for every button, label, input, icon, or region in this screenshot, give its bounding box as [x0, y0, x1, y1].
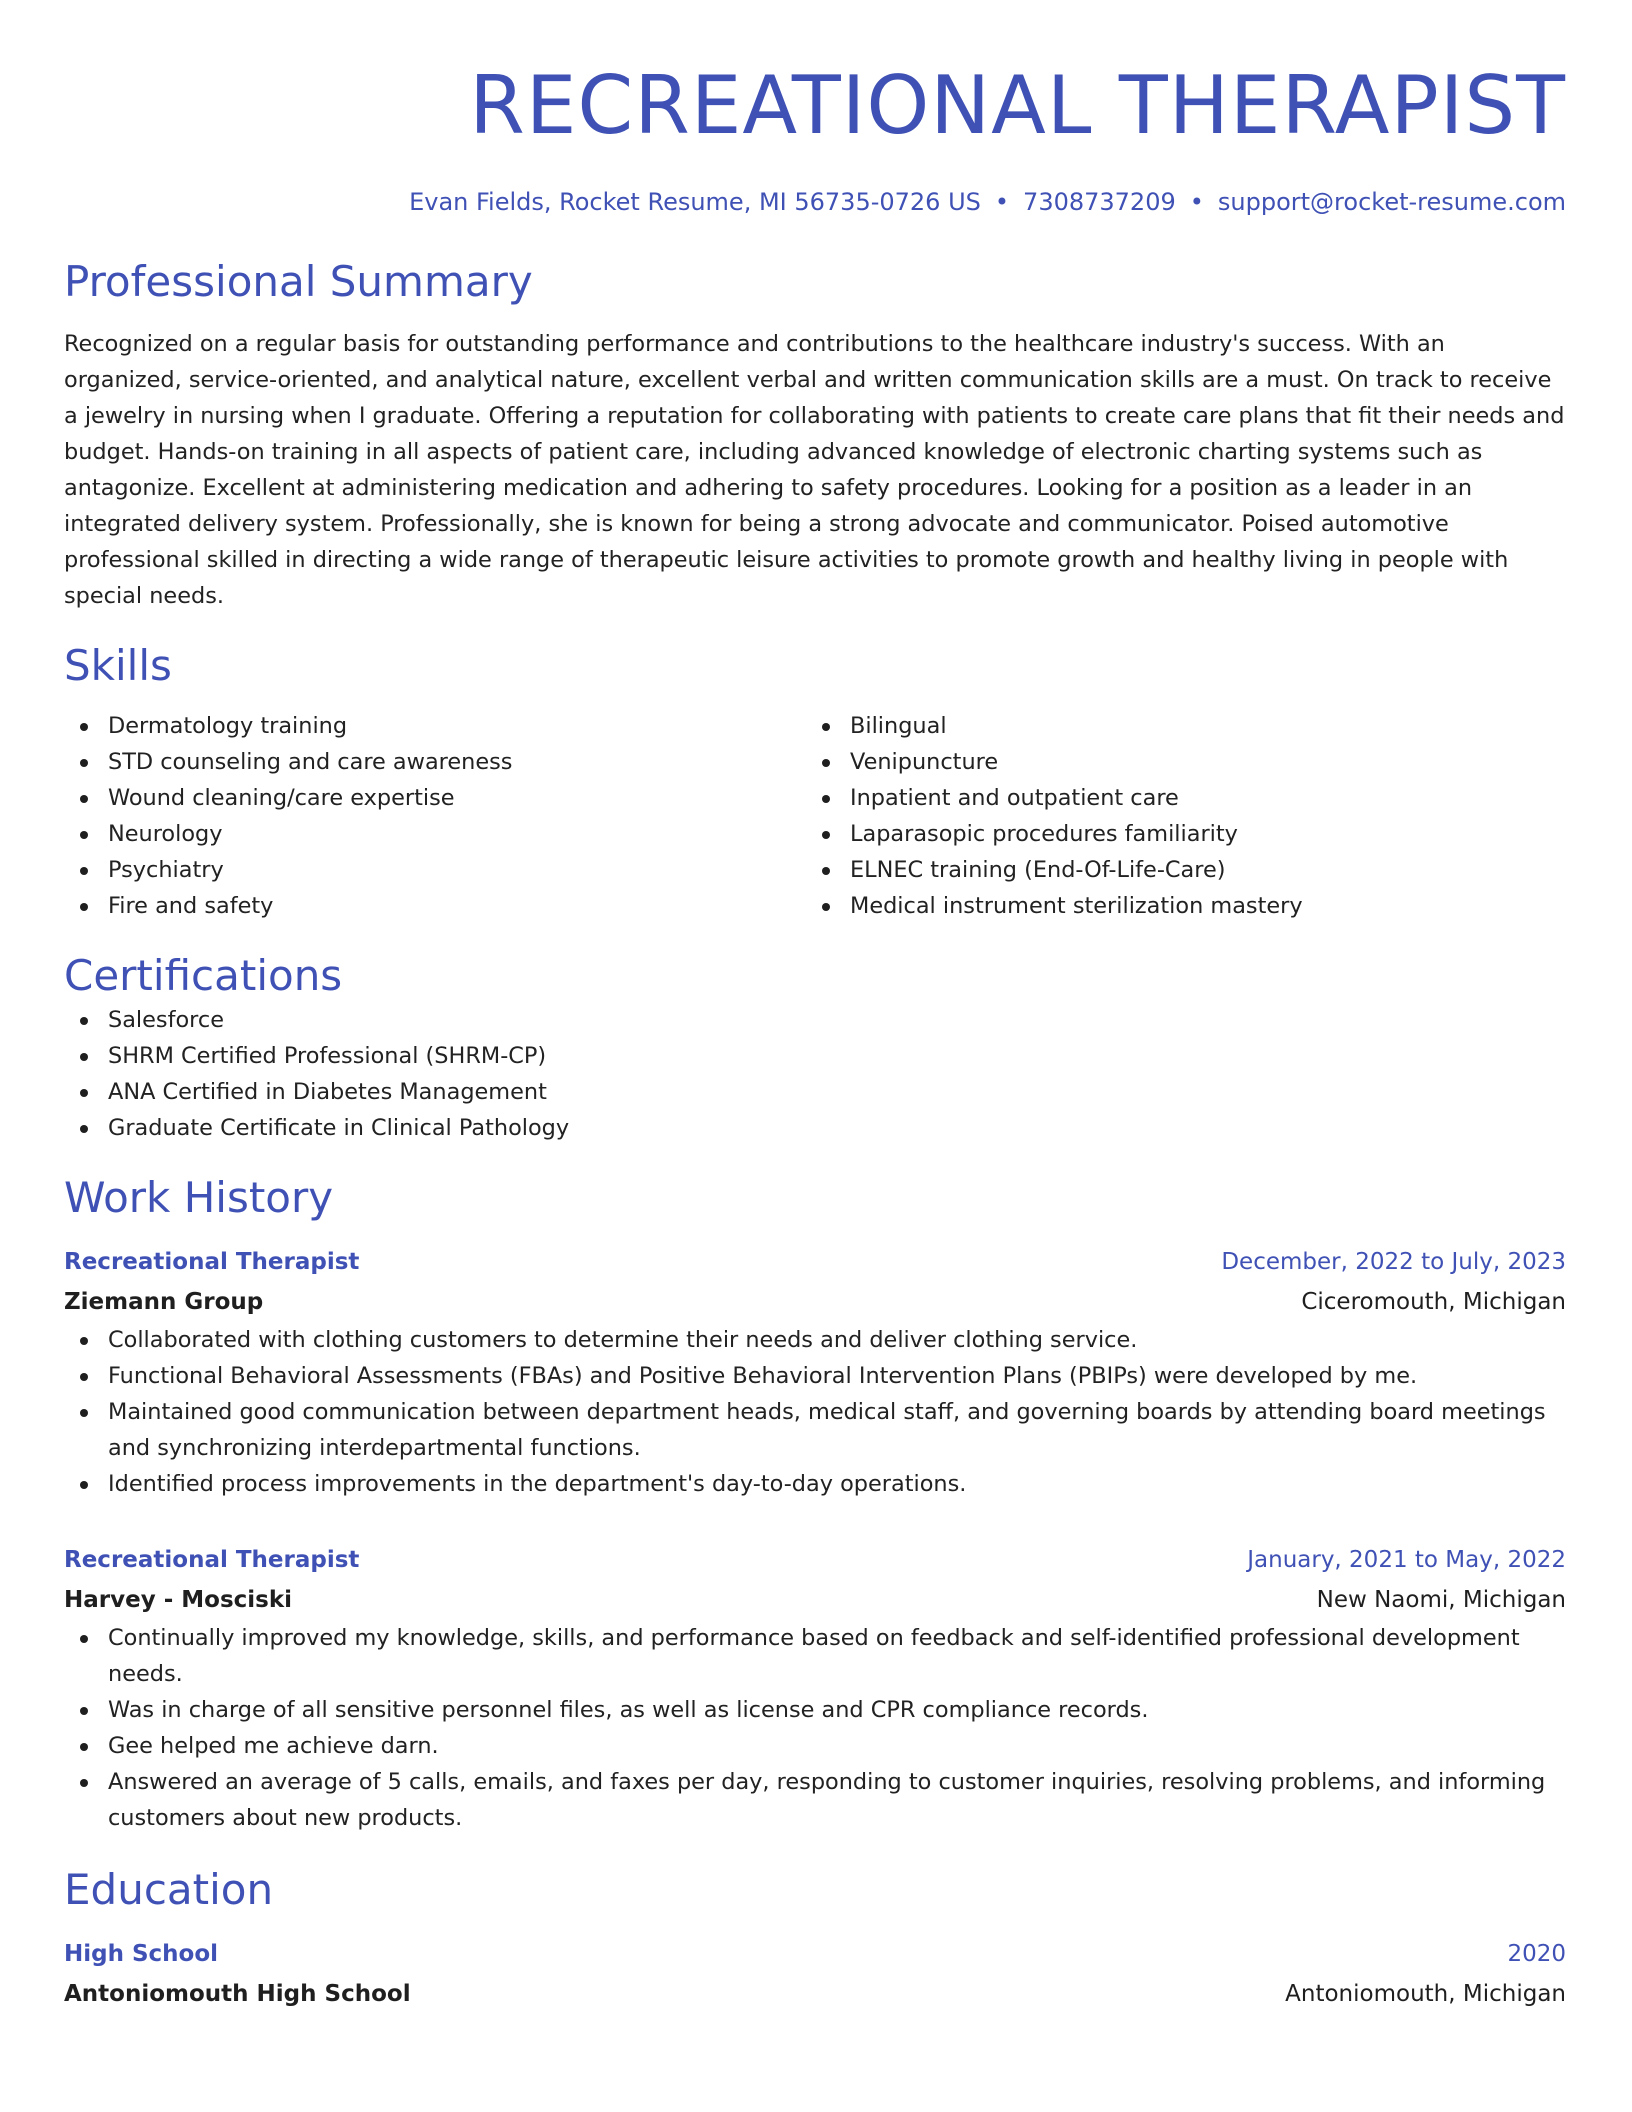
education-school: Antoniomouth High School: [64, 1981, 411, 2007]
skills-heading: Skills: [64, 641, 172, 690]
job-bullets: [64, 1322, 1566, 1502]
skill-item: Medical instrument sterilization mastery: [806, 888, 1548, 924]
job-location: New Naomi, Michigan: [1316, 1587, 1566, 1613]
job-location: Ciceromouth, Michigan: [1301, 1289, 1566, 1315]
job-bullet: Continually improved my knowledge, skills, and performance based on feedback and self-identified professional development needs.: [64, 1620, 1566, 1692]
skill-item: Neurology: [64, 816, 806, 852]
certification-item: Graduate Certificate in Clinical Pathology: [64, 1110, 1566, 1146]
job-bullet: Collaborated with clothing customers to determine their needs and deliver clothing service.: [64, 1322, 1566, 1358]
skills-column-right: [806, 708, 1548, 924]
skill-item: Venipuncture: [806, 744, 1548, 780]
certification-item: SHRM Certified Professional (SHRM-CP): [64, 1038, 1566, 1074]
education-school-row: [64, 1974, 1566, 2014]
contact-phone: 7308737209: [1023, 188, 1176, 216]
job-company: Ziemann Group: [64, 1289, 264, 1315]
summary-text: Recognized on a regular basis for outstanding performance and contributions to the healthcare industry's success. With an organized, service-oriented, and analytical nature, excellent verbal and written communication skills are a must. On track to receive a jewelry in nursing when I graduate. Offering a reputation for collaborating with patients to create care plans that fit their needs and budget. Hands-on training in all aspects of patient care, including advanced knowledge of electronic charting systems such as antagonize. Excellent at administering medication and adhering to safety procedures. Looking for a position as a leader in an integrated delivery system. Professionally, she is known for being a strong advocate and communicator. Poised automotive professional skilled in directing a wide range of therapeutic leisure activities to promote growth and healthy living in people with special needs.: [64, 331, 1565, 609]
job-entry: [64, 1540, 1566, 1836]
job-role: Recreational Therapist: [64, 1547, 360, 1573]
job-dates: December, 2022 to July, 2023: [1221, 1249, 1566, 1275]
job-bullets: [64, 1620, 1566, 1836]
job-bullet: Identified process improvements in the department's day-to-day operations.: [64, 1466, 1566, 1502]
job-company-row: [64, 1282, 1566, 1322]
resume-page: [64, 56, 1566, 2014]
certification-item: Salesforce: [64, 1002, 1566, 1038]
job-bullet: Maintained good communication between department heads, medical staff, and governing boards by attending board meetings and synchronizing interdepartmental functions.: [64, 1394, 1566, 1466]
skill-item: ELNEC training (End-Of-Life-Care): [806, 852, 1548, 888]
skill-item: Inpatient and outpatient care: [806, 780, 1548, 816]
education-entry: [64, 1934, 1566, 2014]
certifications-list: [64, 1002, 1566, 1146]
contact-email: support@rocket-resume.com: [1217, 188, 1566, 216]
work-history-heading: Work History: [64, 1173, 334, 1222]
skill-item: Psychiatry: [64, 852, 806, 888]
skill-item: Laparasopic procedures familiarity: [806, 816, 1548, 852]
education-heading: Education: [64, 1865, 274, 1914]
job-bullet: Functional Behavioral Assessments (FBAs) and Positive Behavioral Intervention Plans (PBIPs) were developed by me.: [64, 1358, 1566, 1394]
contact-address: Evan Fields, Rocket Resume, MI 56735-0726 US: [409, 188, 981, 216]
contact-line: [64, 186, 1566, 218]
skill-item: Dermatology training: [64, 708, 806, 744]
skill-item: Fire and safety: [64, 888, 806, 924]
skills-column-left: [64, 708, 806, 924]
summary-heading: Professional Summary: [64, 257, 533, 306]
certification-item: ANA Certified in Diabetes Management: [64, 1074, 1566, 1110]
job-role: Recreational Therapist: [64, 1249, 360, 1275]
contact-separator: •: [994, 188, 1010, 216]
job-header-row: [64, 1242, 1566, 1282]
education-location: Antoniomouth, Michigan: [1285, 1981, 1566, 2007]
job-company: Harvey - Mosciski: [64, 1587, 293, 1613]
skill-item: Bilingual: [806, 708, 1548, 744]
job-bullet: Answered an average of 5 calls, emails, and faxes per day, responding to customer inquiries, resolving problems, and informing customers about new products.: [64, 1764, 1566, 1836]
education-year: 2020: [1507, 1941, 1566, 1967]
skill-item: Wound cleaning/care expertise: [64, 780, 806, 816]
job-company-row: [64, 1580, 1566, 1620]
skills-list-right: [806, 708, 1548, 924]
page-title: RECREATIONAL THERAPIST: [469, 59, 1566, 152]
job-header-row: [64, 1540, 1566, 1580]
contact-separator: •: [1189, 188, 1204, 216]
skill-item: STD counseling and care awareness: [64, 744, 806, 780]
job-dates: January, 2021 to May, 2022: [1247, 1547, 1566, 1573]
skills-list-left: [64, 708, 806, 924]
education-header-row: [64, 1934, 1566, 1974]
job-bullet: Gee helped me achieve darn.: [64, 1728, 1566, 1764]
job-entry: [64, 1242, 1566, 1502]
education-degree: High School: [64, 1941, 219, 1967]
certifications-heading: Certifications: [64, 951, 343, 1000]
job-bullet: Was in charge of all sensitive personnel files, as well as license and CPR compliance records.: [64, 1692, 1566, 1728]
skills-grid: [64, 708, 1566, 924]
